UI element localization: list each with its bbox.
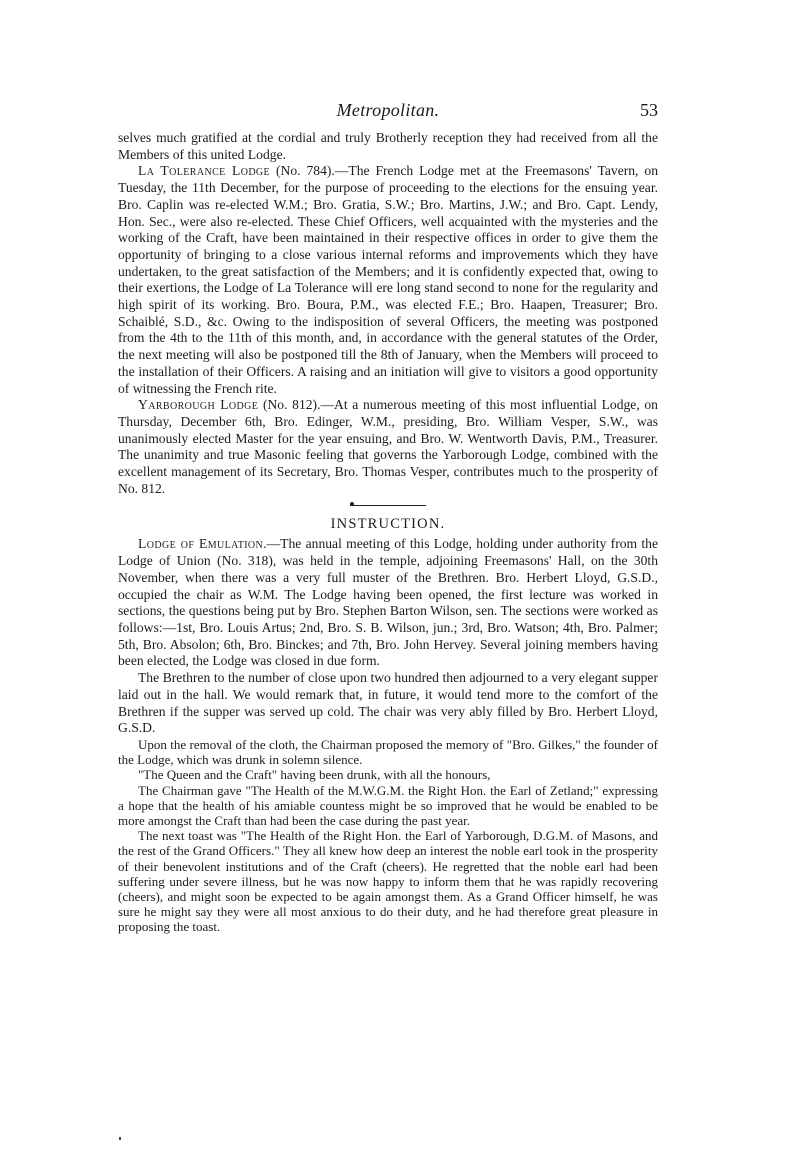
paragraph-supper: The Brethren to the number of close upon two hundred then adjourned to a very elegant supper laid out in the hall. We would remark that, in future, it would tend more to the comfort of the Brethren if the supper was served up cold. The chair was very ably filled by Bro. Herbert Lloyd, G.S.D. bbox=[118, 670, 658, 736]
section-heading: INSTRUCTION. bbox=[330, 516, 446, 533]
section-divider bbox=[118, 505, 658, 506]
paragraph-emulation bbox=[118, 536, 658, 670]
paragraph-yarborough-body: (No. 812).—At a numerous meeting of this most influential Lodge, on Thursday, December 6th, Bro. Edinger, W.M., presiding, Bro. William Vesper, S.W., was unanimously elected Master for the year ensuing, and Bro. W. Wentworth Davis, P.M., Treasurer. The unanimity and true Masonic feeling that governs the Yarborough Lodge, combined with the excellent management of its Secretary, Bro. Thomas Vesper, contributes much to the prosperity of No. 812. bbox=[118, 397, 658, 496]
paragraph-memory-toast: Upon the removal of the cloth, the Chairman proposed the memory of "Bro. Gilkes," the founder of the Lodge, which was drunk in solemn silence. bbox=[118, 736, 658, 768]
paragraph-la-tolerance bbox=[118, 163, 658, 397]
running-title: Metropolitan. bbox=[336, 100, 440, 120]
paragraph-zetland-toast: The Chairman gave "The Health of the M.W.G.M. the Right Hon. the Earl of Zetland;" expressing a hope that the health of his amiable countess might be so improved that he would be enabled to be more amongst the Craft than had been the case during the past year. bbox=[118, 782, 658, 828]
running-head bbox=[118, 100, 658, 130]
paragraph-yarborough bbox=[118, 397, 658, 497]
document-page bbox=[118, 100, 658, 935]
paragraph-queen-toast: "The Queen and the Craft" having been drunk, with all the honours, bbox=[138, 767, 491, 783]
page-number: 53 bbox=[640, 100, 658, 120]
paragraph-yarborough-toast: The next toast was "The Health of the Right Hon. the Earl of Yarborough, D.G.M. of Masons, and the rest of the Grand Officers." They all knew how deep an interest the noble earl took in the prosperity of their benevolent institutions and of the Craft (cheers). He regretted that the noble earl had been suffering under severe illness, but he was now happy to inform them that he was rapidly recovering (cheers), and might soon be expected to be again amongst them. As a Grand Officer himself, he was sure he might say they were all most anxious to do their duty, and he had therefore great pleasure in proposing the toast. bbox=[118, 828, 658, 935]
paragraph-la-tolerance-body: (No. 784).—The French Lodge met at the Freemasons' Tavern, on Tuesday, the 11th December, for the purpose of proceeding to the elections for the ensuing year. Bro. Caplin was re-elected W.M.; Bro. Gratia, S.W.; Bro. Martins, J.W.; and Bro. Capt. Lendy, Hon. Sec., were also re-elected. These Chief Officers, well acquainted with the mysteries and the working of the Craft, have been maintained in their respective offices in order to give them the opportunity of bringing to a close various internal reforms and improvements which they have undertaken, to the great satisfaction of the Members; and it is confidently expected that, owing to their exertions, the Lodge of La Tolerance will ere long stand second to none for the regularity and high spirit of its working. Bro. Boura, P.M., was elected F.E.; Bro. Haapen, Treasurer; Bro. Schaiblé, S.D., &c. Owing to the indisposition of several Officers, the meeting was postponed from the 4th to the 11th of this month, and, in accordance with the general statutes of the Order, the next meeting will also be postponed till the 8th of January, when the Members will proceed to the installation of their Officers. A raising and an initiation will give to visitors a good opportunity of witnessing the French rite. bbox=[118, 163, 658, 396]
stray-ink-mark bbox=[119, 1137, 121, 1140]
lodge-name-emulation: Lodge of Emulation bbox=[138, 536, 264, 552]
paragraph-continued: selves much gratified at the cordial and truly Brotherly reception they had received from all the Members of this united Lodge. bbox=[118, 130, 658, 162]
divider-rule bbox=[350, 505, 426, 506]
lodge-name-la-tolerance: La Tolerance Lodge bbox=[138, 163, 271, 179]
paragraph-emulation-body: .—The annual meeting of this Lodge, holding under authority from the Lodge of Union (No. 318), was held in the temple, adjoining Freemasons' Hall, on the 30th November, when there was a very full muster of the Brethren. Bro. Herbert Lloyd, G.S.D., occupied the chair as W.M. The Lodge having been opened, the first lecture was worked in sections, the questions being put by Bro. Stephen Barton Wilson, sen. The sections were worked as follows:—1st, Bro. Louis Artus; 2nd, Bro. S. B. Wilson, jun.; 3rd, Bro. Watson; 4th, Bro. Palmer; 5th, Bro. Absolon; 6th, Bro. Binckes; and 7th, Bro. John Hervey. Several joining members having been elected, the Lodge was closed in due form. bbox=[118, 536, 658, 669]
lodge-name-yarborough: Yarborough Lodge bbox=[138, 397, 259, 413]
